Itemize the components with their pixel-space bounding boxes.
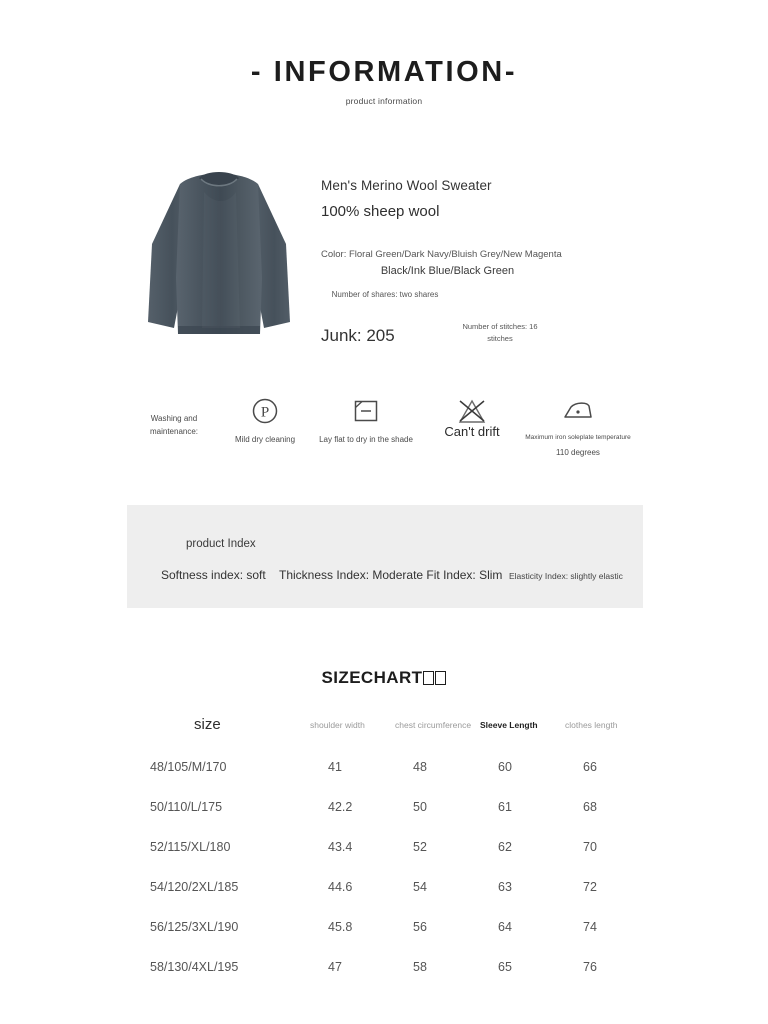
care-caption-lay-flat: Lay flat to dry in the shade (319, 435, 413, 444)
care-caption-iron: Maximum iron soleplate temperature (525, 434, 631, 441)
cell-shoulder: 45.8 (328, 920, 353, 934)
header-shoulder-width: shoulder width (310, 719, 365, 730)
product-shares: Number of shares: two shares (331, 290, 439, 299)
product-material: 100% sheep wool (321, 203, 440, 220)
product-junk: Junk: 205 (321, 326, 395, 345)
product-image (144, 158, 294, 356)
product-color-line-2: Black/Ink Blue/Black Green (380, 265, 515, 277)
header-sleeve-length: Sleeve Length (480, 719, 538, 730)
product-stitches: Number of stitches: 16 stitches (462, 322, 538, 343)
cell-shoulder: 47 (328, 960, 342, 974)
cell-clothes: 66 (583, 760, 597, 774)
cell-size: 54/120/2XL/185 (150, 880, 239, 894)
size-chart-title (0, 668, 768, 688)
cell-size: 48/105/M/170 (150, 760, 227, 774)
lay-flat-dry-icon (306, 396, 426, 431)
cell-chest: 50 (413, 800, 427, 814)
product-index-band (127, 505, 643, 608)
cell-sleeve: 65 (498, 960, 512, 974)
thickness-fit-index: Thickness Index: Moderate Fit Index: Slim (279, 568, 503, 582)
softness-index: Softness index: soft (161, 568, 266, 582)
cell-chest: 56 (413, 920, 427, 934)
table-row (150, 947, 650, 987)
iron-icon (523, 396, 633, 429)
elasticity-index: Elasticity Index: slightly elastic (509, 571, 623, 581)
page-title: - INFORMATION- (250, 56, 518, 88)
care-item-lay-flat (306, 396, 426, 446)
table-row (150, 787, 650, 827)
table-row (150, 907, 650, 947)
size-chart-title-text: SIZECHART (321, 668, 423, 687)
cell-chest: 52 (413, 840, 427, 854)
care-caption-iron-temp: 110 degrees (556, 448, 600, 457)
cell-sleeve: 64 (498, 920, 512, 934)
care-caption-no-bleach: Can't drift (444, 424, 500, 439)
dry-clean-p-icon (223, 396, 307, 431)
cell-size: 50/110/L/175 (150, 800, 223, 814)
cell-clothes: 74 (583, 920, 597, 934)
care-label: Washing and maintenance: (149, 414, 199, 436)
cell-size: 56/125/3XL/190 (150, 920, 239, 934)
table-row (150, 747, 650, 787)
size-chart-body (150, 747, 650, 987)
cell-chest: 48 (413, 760, 427, 774)
page-subtitle: product information (345, 96, 423, 106)
cell-clothes: 72 (583, 880, 597, 894)
care-item-no-bleach (430, 396, 514, 438)
care-item-iron (523, 396, 633, 459)
cell-chest: 58 (413, 960, 427, 974)
cell-clothes: 68 (583, 800, 597, 814)
cell-clothes: 70 (583, 840, 597, 854)
cell-clothes: 76 (583, 960, 597, 974)
cell-chest: 54 (413, 880, 427, 894)
product-index-title: product Index (186, 538, 256, 550)
header-size: size (194, 716, 221, 733)
table-header-row (150, 716, 650, 747)
cell-shoulder: 42.2 (328, 800, 353, 814)
header-chest-circumference: chest circumference (395, 719, 472, 730)
care-item-dry-clean (223, 396, 307, 446)
cell-sleeve: 62 (498, 840, 512, 854)
care-caption-dry-clean: Mild dry cleaning (234, 435, 296, 444)
table-row (150, 827, 650, 867)
product-color-line-1: Color: Floral Green/Dark Navy/Bluish Grey/New Magenta (321, 249, 562, 260)
cell-shoulder: 44.6 (328, 880, 353, 894)
table-row (150, 867, 650, 907)
product-name: Men's Merino Wool Sweater (321, 178, 492, 193)
cell-sleeve: 61 (498, 800, 512, 814)
missing-glyph-box-1 (423, 671, 434, 685)
svg-text:P: P (260, 404, 270, 421)
cell-shoulder: 43.4 (328, 840, 353, 854)
missing-glyph-box-2 (435, 671, 446, 685)
cell-sleeve: 63 (498, 880, 512, 894)
cell-shoulder: 41 (328, 760, 342, 774)
cell-size: 52/115/XL/180 (150, 840, 231, 854)
header-clothes-length: clothes length (565, 719, 618, 730)
cell-size: 58/130/4XL/195 (150, 960, 239, 974)
size-chart-table (150, 716, 650, 987)
cell-sleeve: 60 (498, 760, 512, 774)
